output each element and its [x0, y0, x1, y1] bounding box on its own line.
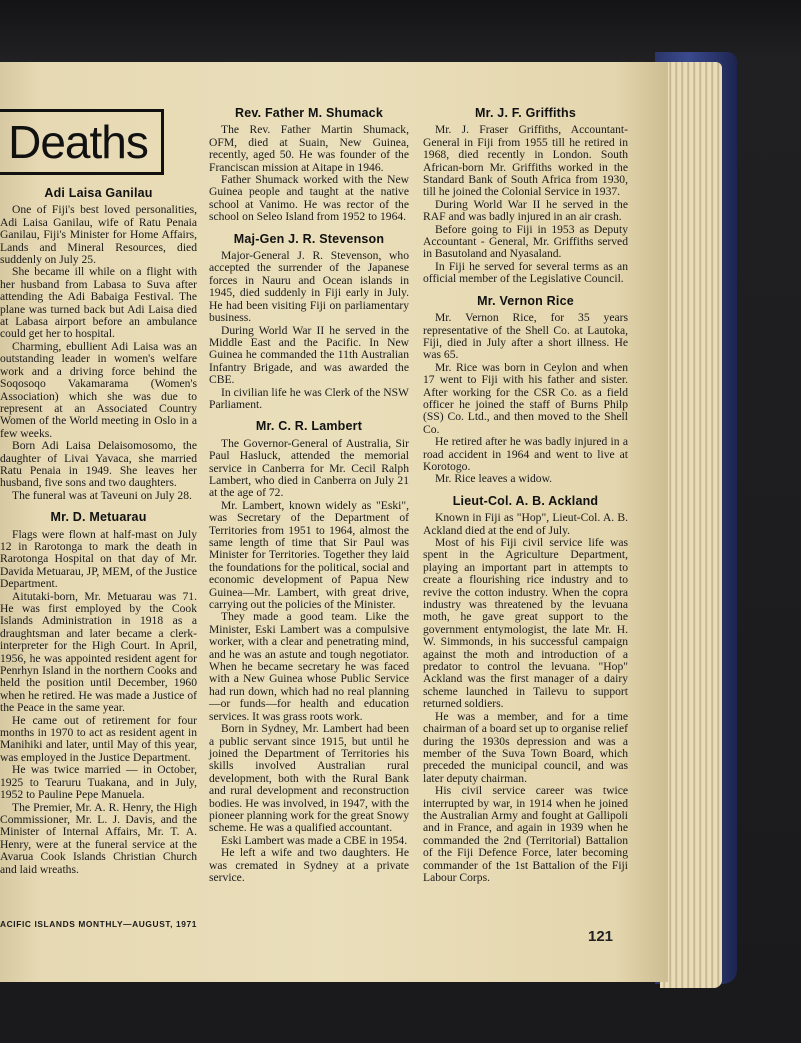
magazine-page	[0, 62, 668, 982]
obituary-paragraph: Flags were flown at half-mast on July 12 in Rarotonga to mark the death in Rarotonga Hospital on that day of Mr. Davida Metuarau, JP, MEM, of the Justice Department.	[0, 527, 197, 591]
obituary-paragraph: Before going to Fiji in 1953 as Deputy Accountant - General, Mr. Griffiths served in Basutoland and Nyasaland.	[423, 222, 628, 261]
column-2	[209, 98, 409, 884]
obituary-heading: Mr. J. F. Griffiths	[474, 106, 577, 120]
obituary-paragraph: His civil service career was twice interrupted by war, in 1914 when he joined the Australian Army and fought at Gallipoli and in France, and again in 1939 when he commanded the 2nd (Territorial) Battalion of the Fiji Defence Force, later becoming commander of the 1st Battalion of the Fiji Labour Corps.	[423, 784, 628, 884]
obituary-heading: Rev. Father M. Shumack	[235, 106, 383, 120]
obituary-paragraph: In Fiji he served for several terms as an official member of the Legislative Council.	[423, 259, 628, 286]
obituary-paragraph: Father Shumack worked with the New Guinea people and taught at the native school at Vanimo. He was rector of the school on Seleo Island from 1952 to 1964.	[209, 173, 409, 224]
obituary-paragraph: He was twice married — in October, 1925 to Tearuru Tuakana, and in July, 1952 to Pauline Pepe Manuela.	[0, 763, 197, 802]
deaths-banner	[0, 109, 164, 175]
obituary-paragraph: Most of his Fiji civil service life was spent in the Agriculture Department, playing an important part in attempts to create a flourishing rice industry and to revive the cotton industry. When the copra industry was threatened by the levuana moth, he gave great support to the government entymologist, the late Mr. H. W. Simmonds, in his successful campaign against the moth and introduction of a predator to control the levuana. "Hop" Ackland was the first manager of a dairy scheme launched in Tailevu to support returned soldiers.	[423, 536, 628, 711]
obituary-paragraph: Major-General J. R. Stevenson, who accepted the surrender of the Japanese forces in Nauru and Ocean islands in 1945, died suddenly in Fiji early in July. He had been visiting Fiji on parliamentary business.	[209, 249, 409, 325]
obituary-paragraph: She became ill while on a flight with her husband from Labasa to Suva after attending the Adi Babaiga Festival. The plane was turned back but Adi Laisa died at Labasa airport before an ambulance could get her to hospital.	[0, 265, 197, 341]
obituary-paragraph: Aitutaki-born, Mr. Metuarau was 71. He was first employed by the Cook Islands Administration in 1918 as a draughtsman and later became a clerk-interpreter for the High Court. In April, 1956, he was appointed resident agent for Penrhyn Island in the northern Cooks and held the position until December, 1960 when he retired. He was made a Justice of the Peace in the same year.	[0, 589, 197, 715]
column-3	[423, 98, 628, 884]
obituary-paragraph: Mr. J. Fraser Griffiths, Accountant-General in Fiji from 1955 till he retired in 1968, died recently in London. South African-born Mr. Griffiths worked in the Standard Bank of South Africa from 1930, till he joined the Colonial Service in 1937.	[423, 123, 628, 199]
obituary-paragraph: Charming, ebullient Adi Laisa was an outstanding leader in women's welfare work and a driving force behind the Soqosoqo Vakamarama (Women's Association) which she was due to represent at an Associated Country Women of the World meeting in Oslo in a few weeks.	[0, 339, 197, 440]
column-1	[0, 107, 197, 876]
obituary-paragraph: Eski Lambert was made a CBE in 1954.	[221, 833, 408, 847]
page-number: 121	[588, 928, 614, 945]
obituary-paragraph: Mr. Vernon Rice, for 35 years representative of the Shell Co. at Lautoka, Fiji, died in July after a short illness. He was 65.	[423, 311, 628, 362]
obituary-paragraph: Mr. Rice was born in Ceylon and when 17 went to Fiji with his father and sister. After working for the CSR Co. as a field officer he joined the staff of Burns Philp (SS) Co. Ltd., and then moved to the Shell Co.	[423, 360, 628, 436]
obituary-heading: Mr. D. Metuarau	[50, 510, 147, 525]
obituary-heading: Mr. C. R. Lambert	[255, 419, 363, 434]
article-list	[0, 187, 197, 876]
obituary-paragraph: The Governor-General of Australia, Sir Paul Hasluck, attended the memorial service in Canberra for Mr. Cecil Ralph Lambert, who died in Canberra on July 21 at the age of 72.	[209, 436, 409, 500]
banner-title: Deaths	[8, 115, 148, 168]
obituary-heading: Lieut-Col. A. B. Ackland	[452, 493, 599, 508]
page-edges	[660, 62, 722, 988]
obituary-paragraph: In civilian life he was Clerk of the NSW Parliament.	[209, 385, 409, 411]
obituary-paragraph: He left a wife and two daughters. He was cremated in Sydney at a private service.	[209, 846, 409, 884]
obituary-paragraph: The Rev. Father Martin Shumack, OFM, died at Suain, New Guinea, recently, aged 50. He was founder of the Franciscan mission at Aitape in 1946.	[209, 123, 409, 174]
obituary-paragraph: Mr. Rice leaves a widow.	[435, 472, 553, 486]
obituary-heading: Adi Laisa Ganilau	[44, 186, 153, 200]
obituary-paragraph: The funeral was at Taveuni on July 28.	[12, 488, 192, 502]
page-footer: ACIFIC ISLANDS MONTHLY—AUGUST, 1971	[0, 919, 198, 929]
obituary-paragraph: One of Fiji's best loved personalities, Adi Laisa Ganilau, wife of Ratu Penaia Ganilau, Fiji's Minister for Home Affairs, Lands and Mineral Resources, died suddenly on July 25.	[0, 203, 197, 267]
obituary-paragraph: They made a good team. Like the Minister, Eski Lambert was a compulsive worker, with a clear and penetrating mind, and he was an astute and tough negotiator. When he became secretary he was faced with a New Guinea whose Public Service had run down, which had no real planning—or funds—for health and education services. It was grass roots work.	[209, 610, 409, 723]
obituary-paragraph: He was a member, and for a time chairman of a board set up to organise relief during the 1930s depression and was a member of the Suva Town Board, which preceded the municipal council, and was later deputy chairman.	[423, 709, 628, 785]
obituary-paragraph: He retired after he was badly injured in a road accident in 1964 and went to live at Korotogo.	[423, 435, 628, 473]
obituary-heading: Mr. Vernon Rice	[477, 293, 574, 308]
obituary-paragraph: Mr. Lambert, known widely as "Eski", was Secretary of the Department of Territories from 1951 to 1964, almost the same length of time that Sir Paul was Minister for Territories. Together they laid the foundations for the political, social and economic development of Papua New Guinea—Mr. Lambert, with great drive, carrying out the policies of the Minister.	[209, 498, 409, 612]
obituary-paragraph: He came out of retirement for four months in 1970 to act as resident agent in Manihiki and later, until May of this year, was employed in the Justice Department.	[0, 713, 197, 764]
obituary-heading: Maj-Gen J. R. Stevenson	[233, 231, 385, 246]
article-list	[209, 107, 409, 884]
obituary-paragraph: During World War II he served in the Middle East and the Pacific. In New Guinea he commanded the 11th Australian Infantry Brigade, and was awarded the CBE.	[209, 323, 409, 387]
obituary-paragraph: The Premier, Mr. A. R. Henry, the High Commissioner, Mr. L. J. Davis, and the Minister of Internal Affairs, Mr. T. A. Henry, were at the funeral service at the Avarua Cook Islands Christian Church and laid wreaths.	[0, 800, 197, 876]
obituary-paragraph: Born Adi Laisa Delaisomosomo, the daughter of Livai Yavaca, she married Ratu Penaia in 1949. She leaves her husband, five sons and two daughters.	[0, 439, 197, 490]
obituary-paragraph: During World War II he served in the RAF and was badly injured in an air crash.	[423, 197, 628, 224]
article-list	[423, 107, 628, 884]
obituary-paragraph: Born in Sydney, Mr. Lambert had been a public servant since 1915, but until he joined the Department of Territories his skills involved Australian rural development, both with the Rural Bank and rural development and reconstruction bodies. He was involved, in 1947, with the pioneer planning work for the great Snowy scheme. He was a qualified accountant.	[209, 722, 409, 835]
obituary-paragraph: Known in Fiji as "Hop", Lieut-Col. A. B. Ackland died at the end of July.	[423, 511, 628, 537]
